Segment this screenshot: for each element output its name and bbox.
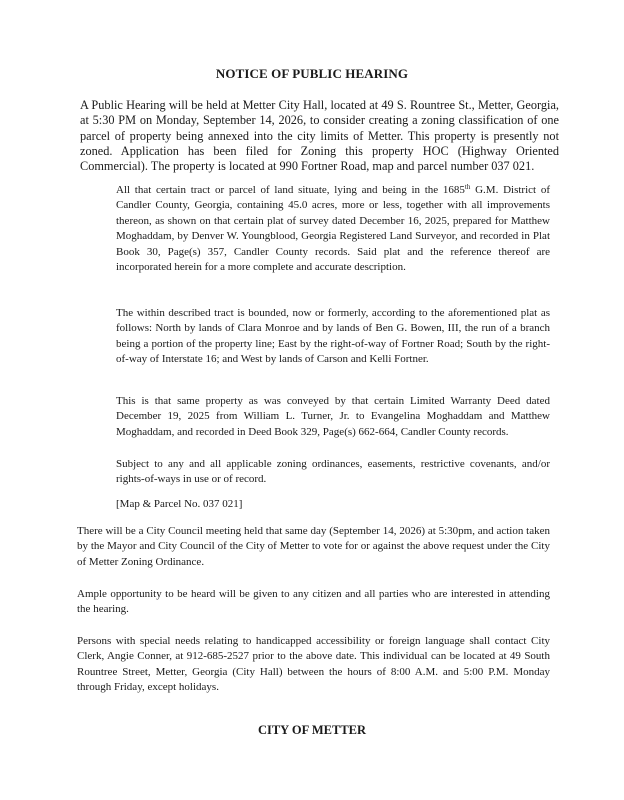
special-needs-paragraph: Persons with special needs relating to handicapped accessibility or foreign language shall contact City Clerk, Angie Conner, at 912-685-2527 prior to the above date. This individual can be located at 49 South Rountree Street, Metter, Georgia (City Hall) between the hours of 8:00 A.M. and 5:00 P.M. Monday through Friday, except holidays.: [77, 635, 550, 694]
tract-text-start: All that certain tract or parcel of land situate, lying and being in the 1685: [116, 184, 465, 196]
map-parcel-reference: [Map & Parcel No. 037 021]: [116, 498, 243, 510]
ordinal-superscript: th: [464, 183, 471, 191]
hearing-intro-paragraph: A Public Hearing will be held at Metter City Hall, located at 49 S. Rountree St., Metter, Georgia, at 5:30 PM on Monday, September 14, 2026, to consider creating a zoning classification of one parcel of property being annexed into the city limits of Metter. This property is presently not zoned. Application has been filed for Zoning this property HOC (Highway Oriented Commercial). The property is located at 990 Fortner Road, map and parcel number 037 021.: [80, 98, 559, 174]
legal-description-subject-to: Subject to any and all applicable zoning ordinances, easements, restrictive covenants, and/or rights-of-ways in use or of record.: [116, 458, 550, 486]
tract-text-end: G.M. District of Candler County, Georgia, containing 45.0 acres, more or less, together with all improvements thereon, as shown on that certain plat of survey dated December 16, 2025, prepared for Matthew Moghaddam, by Denver W. Youngblood, Georgia Registered Land Surveyor, and recorded in Plat Book 30, Page(s) 357, Candler County records. Said plat and the reference thereof are incorporated herein for a more complete and accurate description.: [116, 184, 550, 274]
legal-description-tract: [116, 183, 550, 275]
signature-city-of-metter: CITY OF METTER: [257, 723, 367, 737]
legal-description-boundaries: The within described tract is bounded, now or formerly, according to the aforementioned plat as follows: North by lands of Clara Monroe and by lands of Ben G. Bowen, III, the run of a branch being a portion of the property line; East by the right-of-way of Fortner Road; South by the right-of-way of Interstate 16; and West by lands of Carson and Kelli Fortner.: [116, 307, 550, 366]
council-meeting-paragraph: There will be a City Council meeting held that same day (September 14, 2026) at 5:30pm, and action taken by the Mayor and City Council of the City of Metter to vote for or against the above request under the City of Metter Zoning Ordinance.: [77, 525, 550, 568]
notice-title: NOTICE OF PUBLIC HEARING: [215, 66, 409, 81]
legal-description-deed: This is that same property as was conveyed by that certain Limited Warranty Deed dated December 19, 2025 from William L. Turner, Jr. to Evangelina Moghaddam and Matthew Moghaddam, and recorded in Deed Book 329, Page(s) 662-664, Candler County records.: [116, 395, 550, 438]
opportunity-paragraph: Ample opportunity to be heard will be given to any citizen and all parties who are interested in attending the hearing.: [77, 588, 550, 616]
